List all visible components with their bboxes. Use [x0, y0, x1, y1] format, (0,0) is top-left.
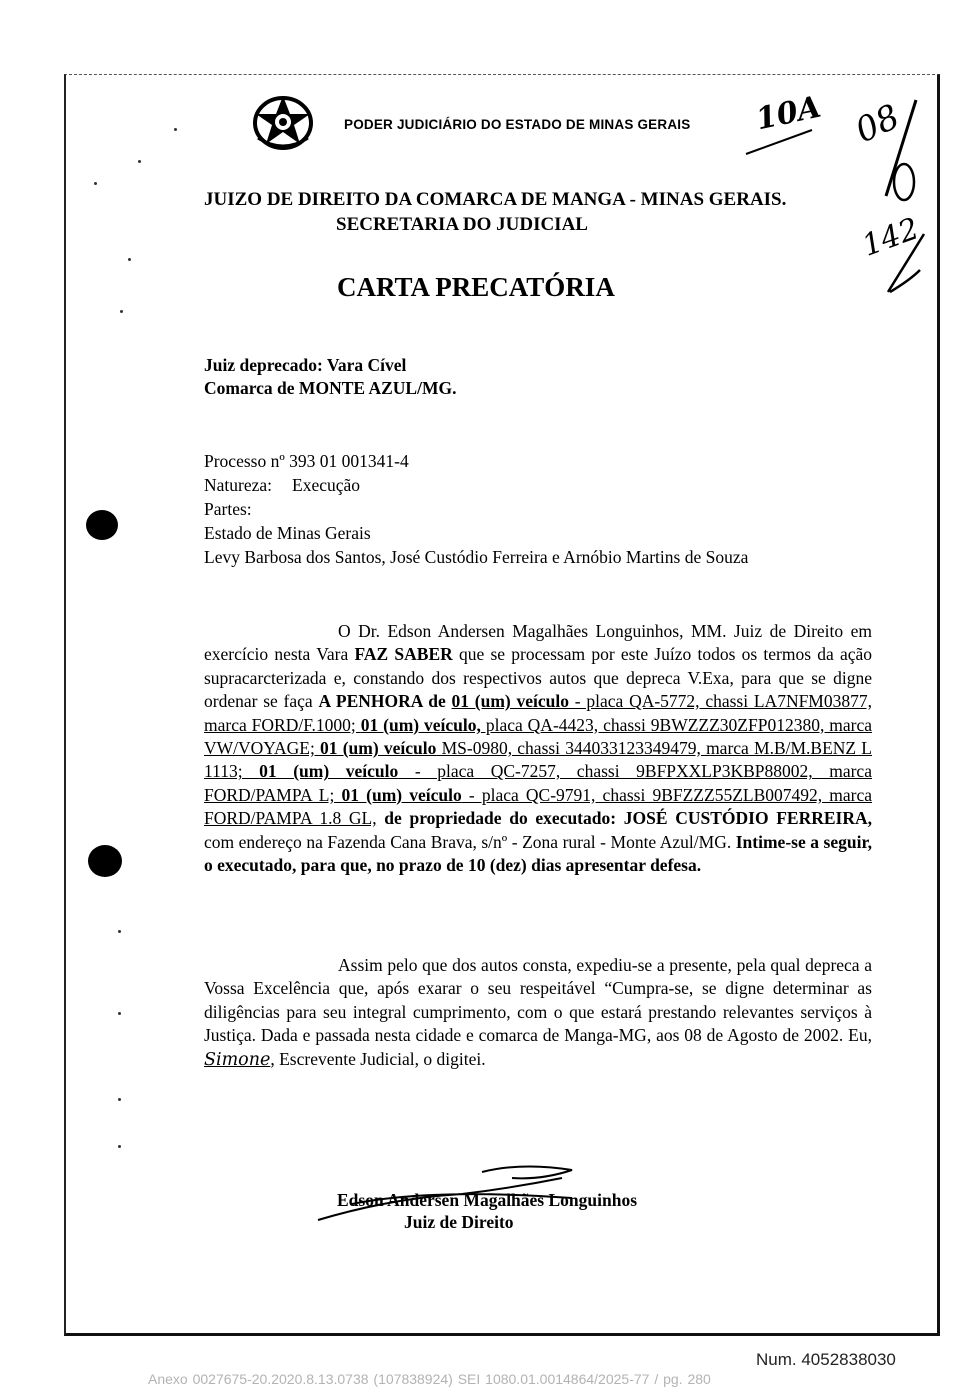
- party-defendants: Levy Barbosa dos Santos, José Custódio Ferreira e Arnóbio Martins de Souza: [204, 547, 749, 567]
- vehicle-2-details: placa QA-4423, chassi 9BWZZZ30ZFP012380, marca VW/VOYAGE;: [204, 714, 872, 759]
- scan-speck: [118, 1012, 121, 1015]
- vehicle-4-label: 01 (um) veículo: [259, 761, 399, 782]
- scan-speck: [118, 1145, 121, 1148]
- closing-paragraph: [204, 954, 872, 1072]
- court-secretariat: SECRETARIA DO JUDICIAL: [336, 214, 588, 235]
- scan-speck: [128, 258, 131, 261]
- addressee-block: [204, 354, 456, 400]
- order-paragraph: [204, 620, 872, 877]
- order-text-intro: O Dr. Edson Andersen Magalhães Longuinhos, MM. Juiz de Direito em exercício nesta Vara: [204, 621, 872, 665]
- vehicle-1-label: 01 (um) veículo: [451, 691, 570, 712]
- punch-hole-mark: [86, 510, 118, 540]
- document-number: Num. 4052838030: [756, 1350, 896, 1369]
- scan-speck: [118, 1098, 121, 1101]
- organization-header: PODER JUDICIÁRIO DO ESTADO DE MINAS GERAIS: [344, 117, 691, 132]
- clerk-signature: Simone: [204, 1049, 271, 1070]
- handwritten-stroke: [744, 128, 814, 158]
- owner-name: de propriedade do executado: JOSÉ CUSTÓDIO FERREIRA,: [376, 808, 873, 829]
- case-info-block: [204, 449, 748, 569]
- vehicle-3-details: MS-0980, chassi 344033123349479, marca M.B/M.BENZ L 1113;: [204, 738, 872, 782]
- scan-speck: [138, 160, 141, 163]
- judge-name: Edson Andersen Magalhães Longuinhos: [337, 1190, 638, 1210]
- handwritten-initial-mark: [880, 230, 930, 300]
- nature-row: [204, 473, 748, 497]
- closing-text: Assim pelo que dos autos consta, expediu-se a presente, pela qual depreca a Vossa Excelência que, após exarar o seu respeitável “Cumpra-se, se digne determinar as diligências para seu integral cumprimento, com o que estará prestando relevantes serviços à Justiça. Dada e passada nesta cidade e comarca de Manga-MG, aos 08 de Agosto de 2002. Eu,: [204, 955, 872, 1046]
- coat-of-arms-emblem: [250, 90, 316, 152]
- vehicle-5-details: - placa QC-9791, chassi 9BFZZZ55ZLB007492, marca FORD/PAMPA 1.8 GL,: [204, 784, 872, 829]
- addressee-judge: Juiz deprecado: Vara Cível: [204, 355, 407, 375]
- order-text-penhora: A PENHORA de: [318, 691, 452, 712]
- handwritten-note-142: 142: [857, 211, 924, 264]
- annex-stamp: Anexo 0027675-20.2020.8.13.0738 (107838924) SEI 1080.01.0014864/2025-77 / pg. 280: [148, 1371, 711, 1387]
- court-name: JUIZO DE DIREITO DA COMARCA DE MANGA - MINAS GERAIS.: [204, 189, 787, 210]
- punch-hole-mark: [88, 845, 122, 877]
- summons-text: Intime-se a seguir, o executado, para que, no prazo de 10 (dez) dias apresentar defesa.: [204, 831, 872, 876]
- vehicle-5-label: 01 (um) veículo: [341, 784, 462, 805]
- vehicle-3-label: 01 (um) veículo: [320, 738, 437, 759]
- court-heading: [204, 187, 786, 237]
- handwritten-note-top: 10A: [753, 89, 824, 138]
- handwritten-page-number: 08: [849, 96, 906, 152]
- judge-title: Juiz de Direito: [404, 1212, 514, 1232]
- nature-label: Natureza:: [204, 475, 273, 495]
- document-title: CARTA PRECATÓRIA: [337, 272, 615, 302]
- parties-label: Partes:: [204, 499, 252, 519]
- process-number: Processo nº 393 01 001341-4: [204, 451, 409, 471]
- vehicle-4-details: - placa QC-7257, chassi 9BFPXXLP3KBP88002, marca FORD/PAMPA L;: [204, 761, 872, 805]
- vehicle-2-label: 01 (um) veículo,: [360, 714, 481, 735]
- scan-speck: [118, 930, 121, 933]
- order-text-request: que se processam por este Juízo todos os termos da ação supracarcterizada e, constando dos respectivos autos que depreca V.Exa, para que se digne ordenar se faça: [204, 644, 873, 712]
- scan-speck: [120, 310, 123, 313]
- vehicle-1-details: - placa QA-5772, chassi LA7NFM03877, marca FORD/F.1000;: [204, 691, 872, 735]
- party-plaintiff: Estado de Minas Gerais: [204, 523, 371, 543]
- scan-speck: [94, 182, 97, 185]
- closing-text-end: , Escrevente Judicial, o digitei.: [270, 1048, 486, 1069]
- nature-value: Execução: [292, 475, 361, 495]
- addressee-district: Comarca de MONTE AZUL/MG.: [204, 378, 457, 398]
- scan-speck: [174, 128, 177, 131]
- owner-address: com endereço na Fazenda Cana Brava, s/nº - Zona rural - Monte Azul/MG.: [204, 831, 736, 852]
- order-text-faz-saber: FAZ SABER: [354, 644, 453, 665]
- handwritten-slash-mark: [880, 96, 920, 206]
